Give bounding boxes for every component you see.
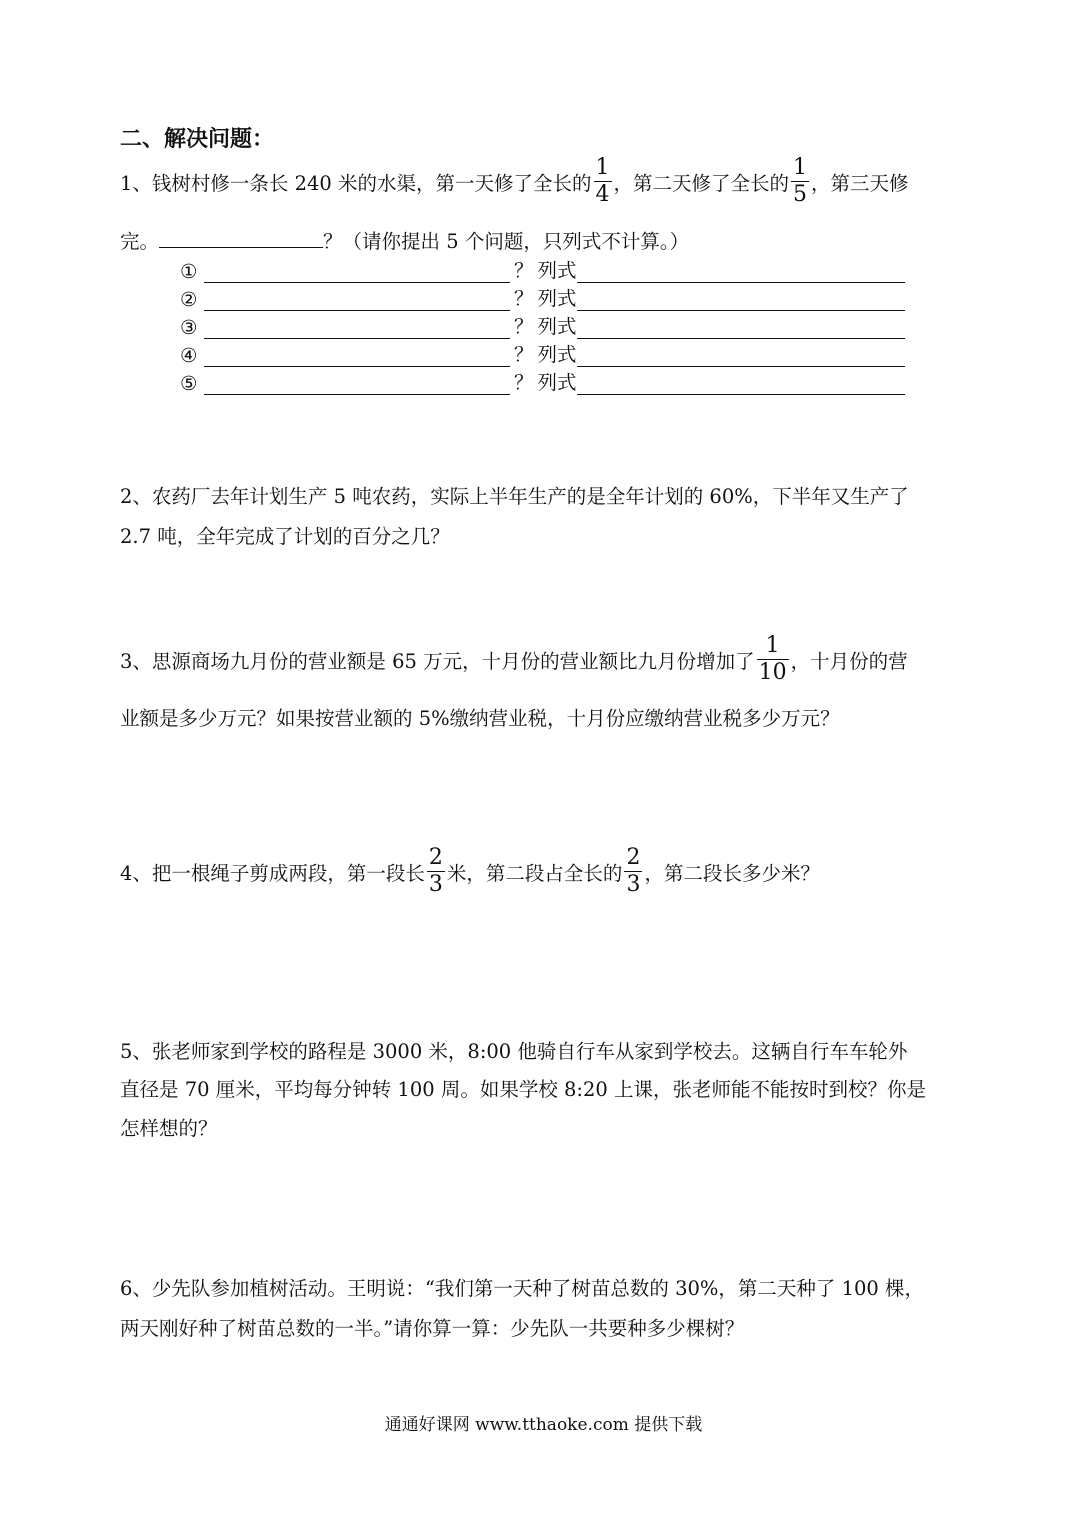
q1-row-1: [180, 255, 905, 283]
formula-blank[interactable]: [577, 372, 905, 395]
q1-text-a: 1、钱树村修一条长 240 米的水渠，第一天修了全长的: [120, 172, 592, 195]
question-mark: ？: [514, 259, 534, 282]
q1-row-3: [180, 311, 905, 339]
q4-fraction-2: [624, 847, 642, 896]
q1-row-2: [180, 283, 905, 311]
q4-line: [120, 845, 820, 899]
q1-answer-blank[interactable]: [159, 227, 323, 248]
q3-frac-num: 1: [765, 633, 780, 658]
row-marker: ④: [180, 344, 198, 367]
q4-frac1-den: 3: [428, 872, 443, 897]
formula-blank[interactable]: [577, 288, 905, 311]
q1-text-b: ，第二天修了全长的: [613, 172, 790, 195]
q5-line2: 直径是 70 厘米，平均每分钟转 100 周。如果学校 8:20 上课，张老师能不能按时到校？你是: [120, 1078, 927, 1101]
q3-frac-den: 10: [758, 660, 787, 685]
q5-line3: 怎样想的？: [120, 1117, 218, 1140]
q1-line2-b: ？（请你提出 5 个问题，只列式不计算。）: [323, 230, 690, 253]
footer: 通通好课网 www.tthaoke.com 提供下载: [384, 1415, 703, 1435]
q4-frac2-den: 3: [626, 872, 641, 897]
question-blank[interactable]: [204, 344, 510, 367]
q3-text-a: 3、思源商场九月份的营业额是 65 万元，十月份的营业额比九月份增加了: [120, 650, 755, 673]
section-title: 二、解决问题：: [120, 126, 275, 152]
q1-line2: [120, 226, 689, 254]
q1-frac2-num: 1: [793, 155, 808, 180]
q1-frac1-num: 1: [595, 155, 610, 180]
formula-blank[interactable]: [577, 260, 905, 283]
q4-frac1-num: 2: [428, 845, 443, 870]
formula-blank[interactable]: [577, 316, 905, 339]
q4-frac2-num: 2: [626, 845, 641, 870]
q1-text-c: ，第三天修: [811, 172, 909, 195]
q1-row-4: [180, 339, 905, 367]
q1-line2-a: 完。: [120, 230, 160, 253]
question-blank[interactable]: [204, 288, 510, 311]
formula-label: 列式: [537, 343, 577, 366]
row-marker: ②: [180, 288, 198, 311]
formula-label: 列式: [537, 287, 577, 310]
q1-frac1-den: 4: [595, 182, 610, 207]
q6-line2: 两天刚好种了树苗总数的一半。”请你算一算：少先队一共要种多少棵树？: [120, 1317, 745, 1340]
q1-frac2-den: 5: [793, 182, 808, 207]
q1-fraction-1: [594, 157, 612, 206]
formula-label: 列式: [537, 371, 577, 394]
q2-line1: 2、农药厂去年计划生产 5 吨农药，实际上半年生产的是全年计划的 60%，下半年又生产了: [120, 485, 909, 508]
q1-fraction-2: [791, 157, 809, 206]
q2-line2: 2.7 吨，全年完成了计划的百分之几？: [120, 525, 450, 548]
question-mark: ？: [514, 315, 534, 338]
formula-blank[interactable]: [577, 344, 905, 367]
question-blank[interactable]: [204, 260, 510, 283]
q1-row-5: [180, 367, 905, 395]
q3-text-b: ，十月份的营: [790, 650, 908, 673]
q4-text-b: 米，第二段占全长的: [446, 862, 623, 885]
question-blank[interactable]: [204, 316, 510, 339]
q1-line1: [120, 155, 909, 209]
q3-fraction: [757, 635, 789, 684]
question-mark: ？: [514, 371, 534, 394]
row-marker: ①: [180, 260, 198, 283]
q6-line1: 6、少先队参加植树活动。王明说：“我们第一天种了树苗总数的 30%，第二天种了 100 棵，: [120, 1277, 925, 1300]
question-blank[interactable]: [204, 372, 510, 395]
row-marker: ③: [180, 316, 198, 339]
question-mark: ？: [514, 287, 534, 310]
q5-line1: 5、张老师家到学校的路程是 3000 米，8:00 他骑自行车从家到学校去。这辆自行车车轮外: [120, 1040, 908, 1063]
row-marker: ⑤: [180, 372, 198, 395]
q4-fraction-1: [427, 847, 445, 896]
q4-text-c: ，第二段长多少米？: [644, 862, 820, 885]
question-mark: ？: [514, 343, 534, 366]
q3-line1: [120, 633, 908, 687]
formula-label: 列式: [537, 315, 577, 338]
q4-text-a: 4、把一根绳子剪成两段，第一段长: [120, 862, 425, 885]
formula-label: 列式: [537, 259, 577, 282]
q3-line2: 业额是多少万元？如果按营业额的 5%缴纳营业税，十月份应缴纳营业税多少万元？: [120, 707, 840, 730]
